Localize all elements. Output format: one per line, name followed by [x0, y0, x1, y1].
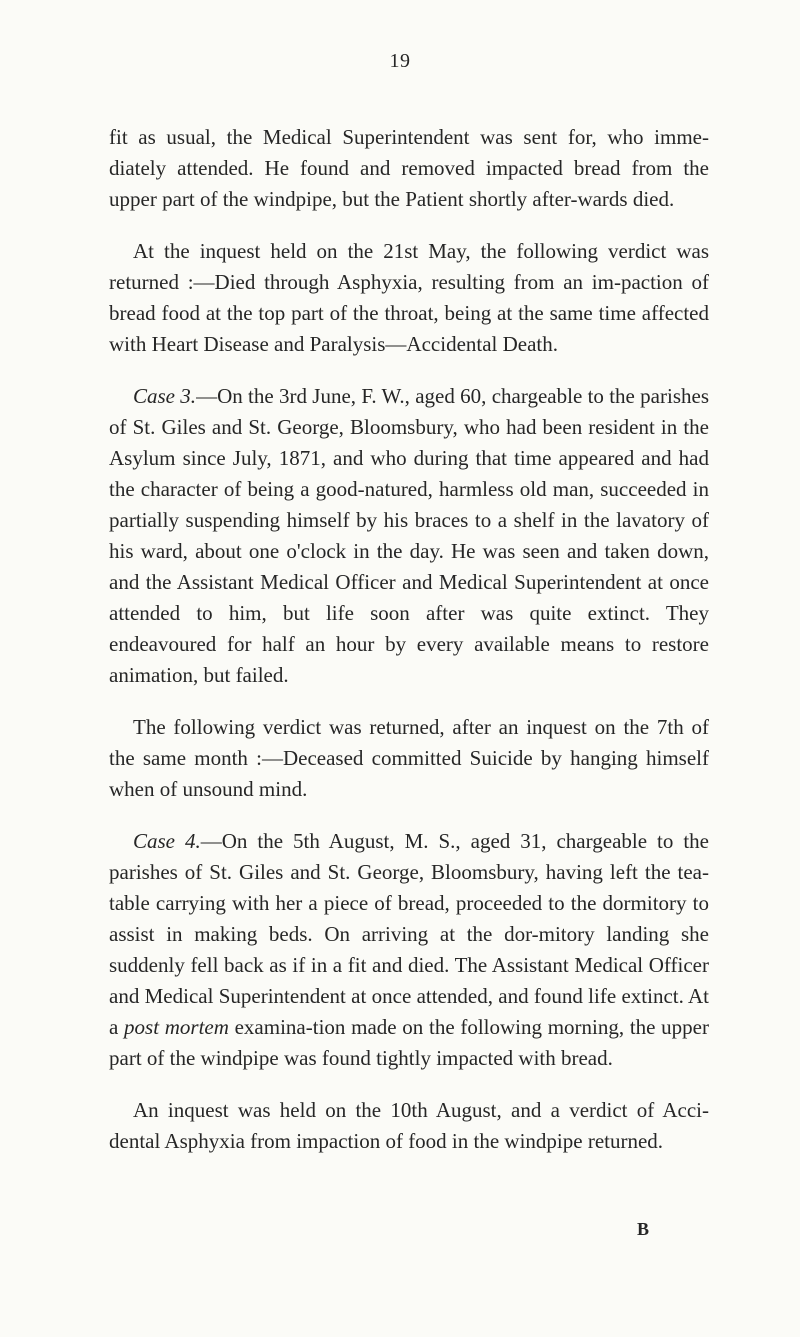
case-4-text-after: examina-tion made on the following morning, the upper part of the windpipe was found tightly impacted with bread.	[109, 1015, 709, 1070]
case-4-italic-term: post mortem	[124, 1015, 229, 1039]
paragraph-case-3	[109, 381, 709, 691]
case-3-label: Case 3.	[133, 384, 197, 408]
case-4-text-before: —On the 5th August, M. S., aged 31, chargeable to the parishes of St. Giles and St. George, Bloomsbury, having left the tea-table carrying with her a piece of bread, proceeded to the dormitory to assist in making beds. On arriving at the dor-mitory landing she suddenly fell back as if in a fit and died. The Assistant Medical Officer and Medical Superintendent at once attended, and found life extinct. At a	[109, 829, 709, 1039]
page-number: 19	[389, 50, 411, 72]
paragraph-1: fit as usual, the Medical Superintendent was sent for, who imme-diately attended. He found and removed impacted bread from the upper part of the windpipe, but the Patient shortly after-wards died.	[109, 125, 709, 211]
case-3-text: —On the 3rd June, F. W., aged 60, chargeable to the parishes of St. Giles and St. George, Bloomsbury, who had been resident in the Asylum since July, 1871, and who during that time appeared and had the character of being a good-natured, harmless old man, succeeded in partially suspending himself by his braces to a shelf in the lavatory of his ward, about one o'clock in the day. He was seen and taken down, and the Assistant Medical Officer and Medical Superintendent at once attended to him, but life soon after was quite extinct. They endeavoured for half an hour by every available means to restore animation, but failed.	[109, 384, 709, 687]
signature-mark: B	[637, 1219, 650, 1239]
body-text	[109, 122, 709, 1178]
paragraph-verdict-4: An inquest was held on the 10th August, and a verdict of Acci-dental Asphyxia from impaction of food in the windpipe returned.	[109, 1098, 709, 1153]
paragraph-verdict-3: The following verdict was returned, after an inquest on the 7th of the same month :—Deceased committed Suicide by hanging himself when of unsound mind.	[109, 715, 709, 801]
paragraph-2: At the inquest held on the 21st May, the following verdict was returned :—Died through Asphyxia, resulting from an im-paction of bread food at the top part of the throat, being at the same time affected with Heart Disease and Paralysis—Accidental Death.	[109, 239, 709, 356]
case-4-label: Case 4.	[133, 829, 201, 853]
paragraph-case-4	[109, 826, 709, 1074]
